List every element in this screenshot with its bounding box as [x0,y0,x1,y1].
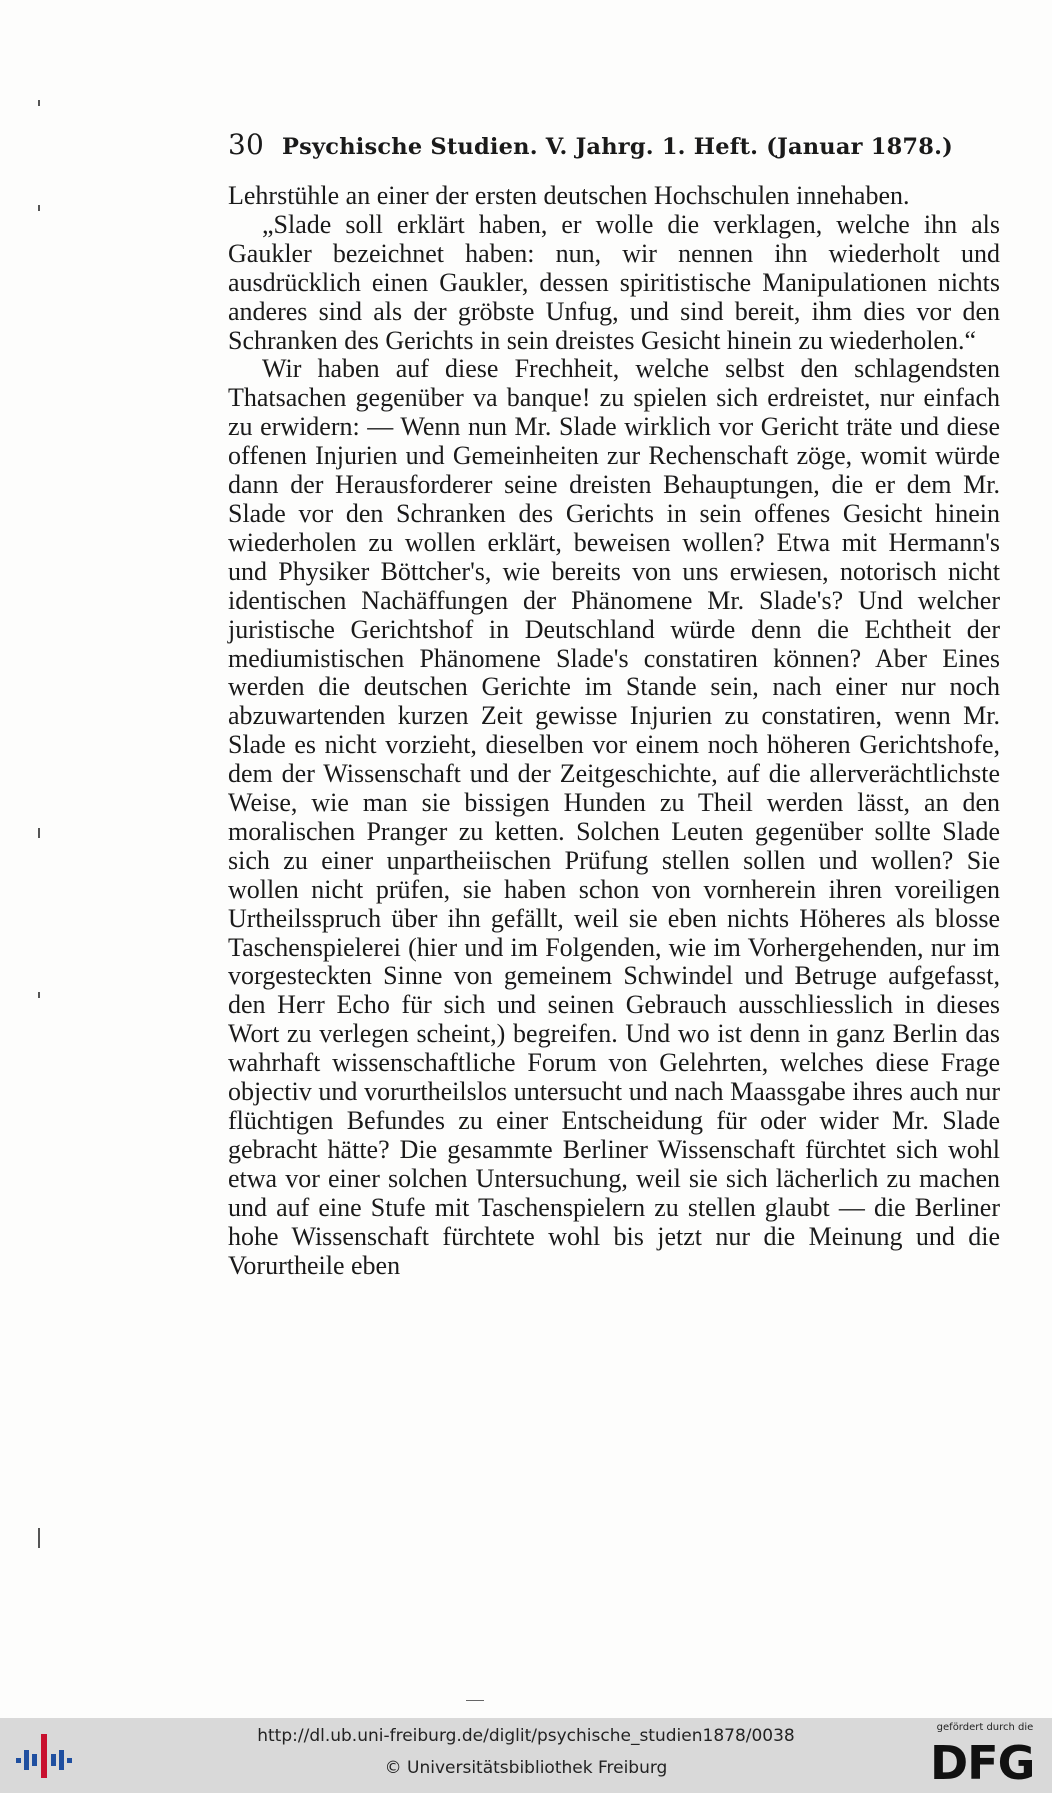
scan-mark [38,205,40,211]
viewer-footer [0,1718,1052,1793]
page-header [228,128,954,161]
running-title: Psychische Studien. V. Jahrg. 1. Heft. (Januar 1878.) [282,134,954,160]
paragraph: Wir haben auf diese Frechheit, welche selbst den schlagendsten Thatsachen gegenüber va banque! zu spielen sich erdreistet, nur einfach zu erwidern: — Wenn nun Mr. Slade wirklich vor Gericht träte und diese offenen Injurien und Gemeinheiten zur Rechenschaft zöge, womit würde dann der Herausforderer seine dreisten Behauptungen, die er dem Mr. Slade vor den Schranken des Gerichts in sein offenes Gesicht hinein wiederholen zu wollen erklärt, beweisen wollen? Etwa mit Hermann's und Physiker Böttcher's, wie bereits von uns erwiesen, notorisch nicht identischen Nachäffungen der Phänomene Mr. Slade's? Und welcher juristische Gerichtshof in Deutschland würde denn die Echtheit der mediumistischen Phänomene Slade's constatiren können? Aber Eines werden die deutschen Gerichte im Stande sein, nach einer nur noch abzuwartenden kurzen Zeit gewisse Injurien zu constatiren, wenn Mr. Slade es nicht vorzieht, dieselben vor einem noch höheren Gerichtshofe, dem der Wissenschaft und der Zeitgeschichte, auf die allerverächtlichste Weise, wie man sie bissigen Hunden zu Theil werden lässt, an den moralischen Pranger zu ketten. Solchen Leuten gegenüber sollte Slade sich zu einer unpartheiischen Prüfung stellen sollen und wollen? Sie wollen nicht prüfen, sie haben schon von vornherein ihren voreiligen Urtheilsspruch über ihn gefällt, weil sie eben nichts Höheres als blosse Taschenspielerei (hier und im Folgenden, wie im Vorhergehenden, nur im vorgesteckten Sinne von gemeinem Schwindel und Betruge aufgefasst, den Herr Echo für sich und seinen Gebrauch ausschliesslich in dieses Wort zu verlegen scheint,) begreifen. Und wo ist denn in ganz Berlin das wahrhaft wissenschaftliche Forum von Gelehrten, welches diese Frage objectiv und vorurtheilslos untersucht und nach Maassgabe ihres auch nur flüchtigen Befundes zu einer Entscheidung für oder wider Mr. Slade gebracht hätte? Die gesammte Berliner Wissenschaft fürchtet sich wohl etwa vor einer solchen Untersuchung, weil sie sich lächerlich zu machen und auf eine Stufe mit Taschenspielern zu stellen glaubt — die Berliner hohe Wissenschaft fürchtete wohl bis jetzt nur die Meinung und die Vorurtheile eben [228,354,1000,1280]
copyright-notice: © Universitätsbibliothek Freiburg [384,1758,668,1778]
page-bottom-mark [466,1700,484,1701]
scan-mark [38,100,40,106]
scan-mark [38,992,40,998]
body-text [228,182,1000,1280]
dfg-logo-text: DFG [930,1736,1035,1790]
paragraph: Lehrstühle an einer der ersten deutschen Hochschulen innehaben. [228,181,910,210]
dfg-tagline: gefördert durch die [936,1722,1034,1733]
scan-mark [38,1528,40,1548]
page-number: 30 [228,128,265,161]
permalink-url[interactable]: http://dl.ub.uni-freiburg.de/diglit/psychische_studien1878/0038 [257,1726,795,1746]
scan-mark [38,828,40,838]
paragraph: „Slade soll erklärt haben, er wolle die verklagen, welche ihn als Gaukler bezeichnet haben: nun, wir nennen ihn wiederholt und ausdrücklich einen Gaukler, dessen spiritistische Manipulationen nichts anderes sind als der gröbste Unfug, und sind bereit, ihm dies vor den Schranken des Gerichts in sein dreistes Gesicht hinein zu wiederholen.“ [228,209,1000,355]
dfg-logo[interactable] [926,1722,1044,1788]
